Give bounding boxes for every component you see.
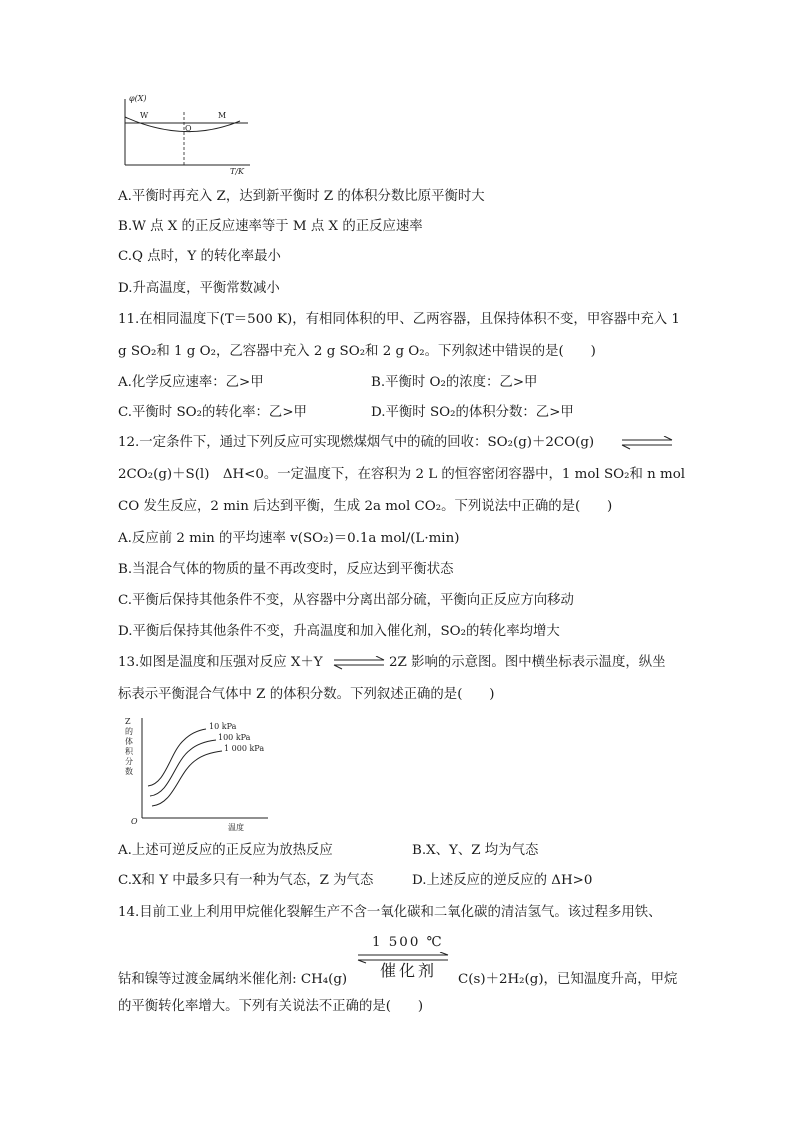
- q13-option-b: B.X、Y、Z 均为气态: [412, 843, 539, 858]
- fig2-x-axis-label: 温度: [228, 823, 244, 832]
- fig2-y-label-char-2: 的: [125, 727, 133, 736]
- q13-option-d: D.上述反应的逆反应的 ΔH>0: [412, 873, 593, 888]
- q12-option-c: C.平衡后保持其他条件不变，从容器中分离出部分硫，平衡向正反应方向移动: [118, 593, 574, 608]
- fig1-y-axis-label: φ(X): [129, 94, 147, 103]
- fig1-point-w: W: [140, 111, 149, 120]
- q11-option-d: D.平衡时 SO₂的体积分数：乙>甲: [371, 405, 574, 420]
- fig2-origin-label: O: [131, 817, 138, 826]
- equilibrium-arrow-icon: [332, 656, 388, 670]
- fig2-y-label-char-1: Z: [125, 717, 131, 726]
- q10-option-a: A.平衡时再充入 Z，达到新平衡时 Z 的体积分数比原平衡时大: [118, 189, 485, 204]
- q13-option-a: A.上述可逆反应的正反应为放热反应: [118, 843, 333, 858]
- q14-stem-line1: 14.目前工业上利用甲烷催化裂解生产不含一氧化碳和二氧化碳的清洁氢气。该过程多用铁、: [118, 905, 662, 920]
- equilibrium-arrow-icon: [620, 436, 676, 450]
- q12-option-d: D.平衡后保持其他条件不变，升高温度和加入催化剂，SO₂的转化率均增大: [118, 624, 560, 639]
- q14-stem-line2a: 钴和镍等过渡金属纳米催化剂: CH₄(g): [118, 972, 348, 987]
- q14-condition-temperature: 1 500 ℃: [372, 935, 444, 950]
- z-fraction-temperature-graph: [118, 712, 278, 836]
- series-label-100-kpa: 100 kPa: [218, 733, 251, 742]
- fig2-y-label-char-6: 数: [125, 767, 133, 776]
- fig1-point-m: M: [218, 111, 227, 120]
- curve-1000-kpa: [152, 751, 222, 806]
- series-label-10-kpa: 10 kPa: [209, 722, 237, 731]
- q11-option-b: B.平衡时 O₂的浓度：乙>甲: [371, 375, 538, 390]
- fig2-y-label-char-4: 积: [125, 747, 133, 756]
- q10-option-c: C.Q 点时，Y 的转化率最小: [118, 249, 281, 264]
- q13-stem-line1a: 13.如图是温度和压强对反应 X＋Y: [118, 655, 323, 670]
- q10-option-b: B.W 点 X 的正反应速率等于 M 点 X 的正反应速率: [118, 219, 423, 234]
- q14-stem-line2b: C(s)＋2H₂(g)，已知温度升高，甲烷: [458, 972, 678, 987]
- q13-stem-line2: 标表示平衡混合气体中 Z 的体积分数。下列叙述正确的是( ): [118, 687, 495, 702]
- fig2-y-label-char-3: 体: [125, 737, 133, 746]
- q11-option-c: C.平衡时 SO₂的转化率：乙>甲: [118, 405, 307, 420]
- q14-stem-line3: 的平衡转化率增大。下列有关说法不正确的是( ): [118, 999, 424, 1014]
- q12-stem-line1: 12.一定条件下，通过下列反应可实现燃煤烟气中的硫的回收：SO₂(g)＋2CO(g): [118, 435, 595, 450]
- q11-option-a: A.化学反应速率：乙>甲: [118, 375, 264, 390]
- fig2-y-label-char-5: 分: [125, 757, 133, 766]
- q14-condition-catalyst: 催化剂: [380, 961, 438, 980]
- q13-option-c: C.X和 Y 中最多只有一种为气态，Z 为气态: [118, 873, 374, 888]
- q12-stem-line2: 2CO₂(g)＋S(l) ΔH<0。一定温度下，在容积为 2 L 的恒容密闭容器中，1 mol SO₂和 n mol: [118, 467, 686, 482]
- fig1-x-axis-label: T/K: [230, 167, 245, 176]
- fig1-point-q: Q: [185, 124, 192, 133]
- q12-option-b: B.当混合气体的物质的量不再改变时，反应达到平衡状态: [118, 562, 454, 577]
- q11-stem-line1: 11.在相同温度下(T＝500 K)，有相同体积的甲、乙两容器，且保持体积不变，甲容器中充入 1: [118, 312, 680, 327]
- q12-option-a: A.反应前 2 min 的平均速率 v(SO₂)＝0.1a mol/(L·min): [118, 531, 460, 546]
- q10-option-d: D.升高温度，平衡常数减小: [118, 281, 280, 296]
- phi-temperature-graph: [118, 92, 258, 176]
- q13-stem-line1b: 2Z 影响的示意图。图中横坐标表示温度，纵坐: [389, 655, 666, 670]
- series-label-1000-kpa: 1 000 kPa: [224, 744, 265, 753]
- curve-100-kpa: [150, 740, 216, 796]
- q12-stem-line3: CO 发生反应，2 min 后达到平衡，生成 2a mol CO₂。下列说法中正确的是( ): [118, 499, 613, 514]
- q11-stem-line2: g SO₂和 1 g O₂，乙容器中充入 2 g SO₂和 2 g O₂。下列叙述中错误的是( ): [118, 344, 596, 359]
- curve-10-kpa: [148, 729, 206, 786]
